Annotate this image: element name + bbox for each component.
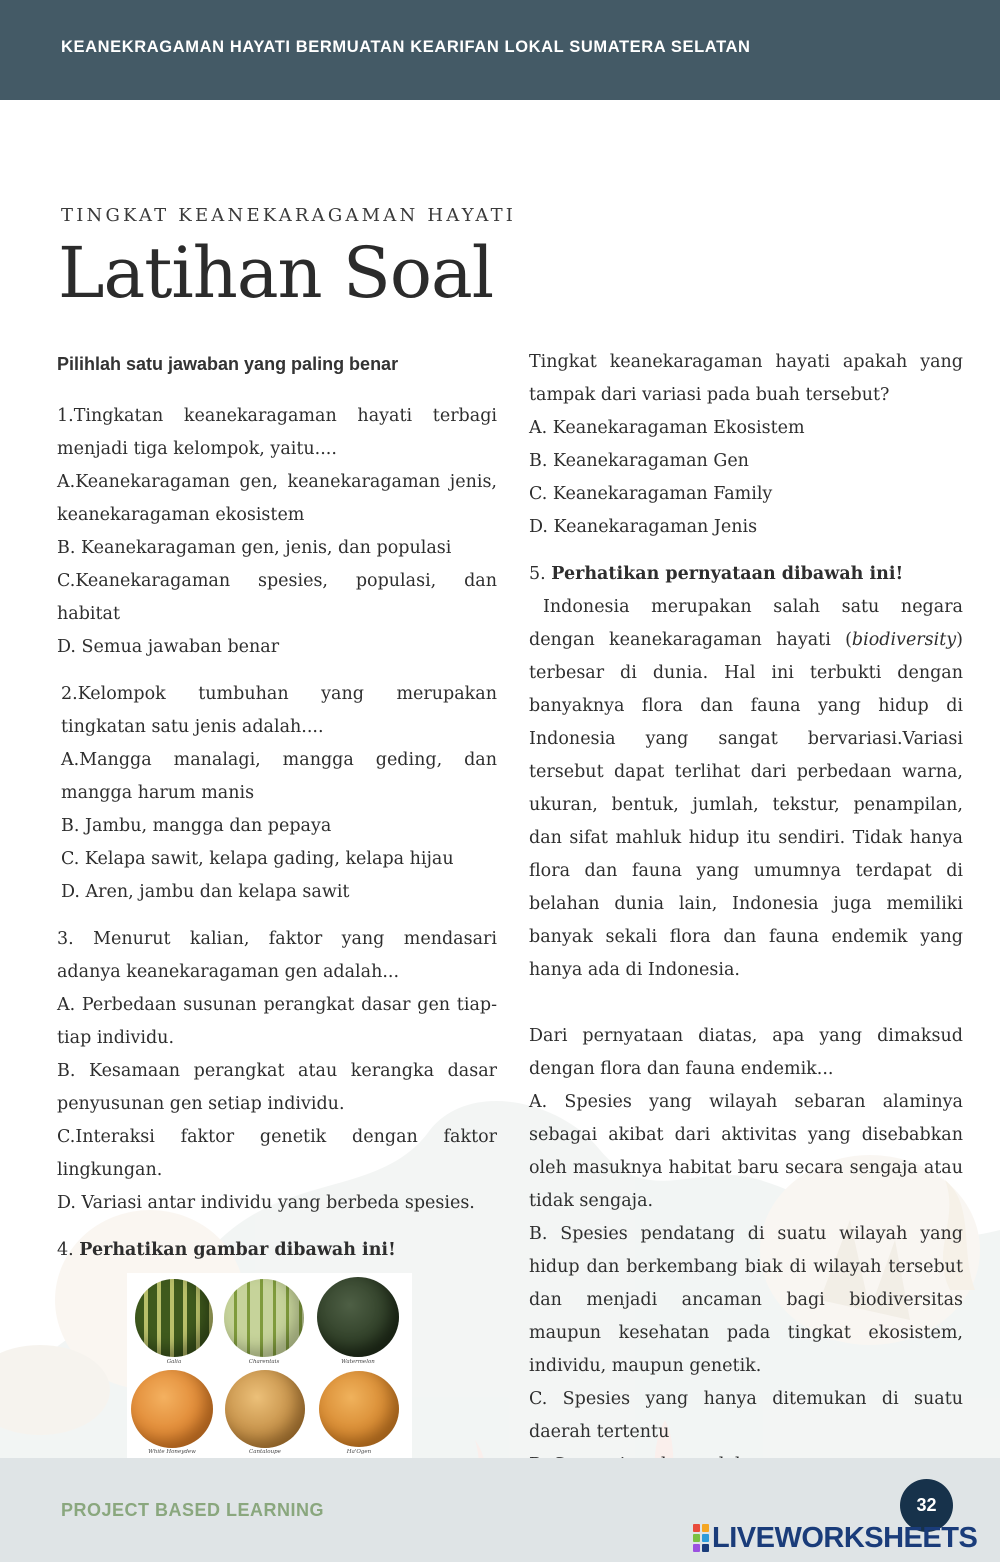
- question-1-option-d[interactable]: D. Semua jawaban benar: [57, 637, 280, 657]
- question-5-paragraph: [529, 591, 963, 987]
- instruction: Pilihlah satu jawaban yang paling benar: [57, 354, 399, 374]
- watermelon-label: Watermelon: [341, 1359, 375, 1365]
- galia-melon: [135, 1279, 213, 1357]
- question-5-option-c[interactable]: C. Spesies yang hanya ditemukan di suatu daerah tertentu: [529, 1389, 963, 1442]
- footer-label: PROJECT BASED LEARNING: [61, 1500, 325, 1520]
- galia-label: Galia: [166, 1359, 182, 1365]
- watermelon: [317, 1277, 399, 1357]
- question-3-option-c[interactable]: C.Interaksi faktor genetik dengan faktor lingkungan.: [57, 1127, 497, 1180]
- question-2-text: 2.Kelompok tumbuhan yang merupakan tingkatan satu jenis adalah....: [61, 684, 497, 737]
- question-5-heading: [529, 558, 963, 591]
- question-2-option-c[interactable]: C. Kelapa sawit, kelapa gading, kelapa hijau: [61, 849, 454, 869]
- question-4-prompt: Perhatikan gambar dibawah ini!: [79, 1240, 396, 1260]
- question-2-option-a[interactable]: A.Mangga manalagi, mangga geding, dan mangga harum manis: [61, 750, 497, 803]
- question-2: [57, 678, 497, 909]
- question-5-paragraph-start: Indonesia merupakan salah satu negara dengan keanekaragaman hayati (: [529, 597, 963, 650]
- question-3-option-a[interactable]: A. Perbedaan susunan perangkat dasar gen tiap-tiap individu.: [57, 995, 497, 1048]
- question-1-option-a[interactable]: A.Keanekaragaman gen, keanekaragaman jenis, keanekaragaman ekosistem: [57, 472, 497, 525]
- question-4-body: [529, 346, 963, 544]
- melon-variety-figure: [127, 1273, 412, 1458]
- liveworksheets-icon: [692, 1523, 710, 1553]
- question-1-text: 1.Tingkatan keanekaragaman hayati terbagi menjadi tiga kelompok, yaitu....: [57, 406, 497, 459]
- question-1-option-c[interactable]: C.Keanekaragaman spesies, populasi, dan habitat: [57, 571, 497, 624]
- page-number-badge: 32: [900, 1479, 953, 1532]
- liveworksheets-wordmark: LIVEWORKSHEETS: [712, 1521, 978, 1554]
- question-5-paragraph-end: ) terbesar di dunia. Hal ini terbukti dengan banyaknya flora dan fauna yang hidup di Indonesia yang sangat bervariasi.Variasi tersebut dapat terlihat dari perbedaan warna, ukuran, bentuk, jumlah, tekstur, penampilan, dan sifat mahluk hidup itu sendiri. Tidak hanya flora dan fauna yang umumnya terdapat di belahan dunia lain, Indonesia juga memiliki banyak sekali flora dan fauna endemik yang hanya ada di Indonesia.: [529, 630, 963, 980]
- question-5-prompt: Perhatikan pernyataan dibawah ini!: [551, 564, 904, 584]
- question-3: [57, 923, 497, 1220]
- haogen-melon: [319, 1371, 399, 1447]
- white-honeydew-melon: [131, 1370, 213, 1448]
- question-3-option-d[interactable]: D. Variasi antar individu yang berbeda spesies.: [57, 1193, 475, 1213]
- question-5-number: 5.: [529, 564, 546, 584]
- question-5-text: Dari pernyataan diatas, apa yang dimaksud dengan flora dan fauna endemik...: [529, 1026, 963, 1079]
- left-column: [57, 346, 497, 1458]
- biodiversity-term: biodiversity: [851, 630, 957, 650]
- charentais-label: Charentais: [248, 1359, 280, 1365]
- question-4-heading: [57, 1234, 497, 1267]
- white-honeydew-label: White Honeydew: [148, 1449, 196, 1455]
- question-3-option-b[interactable]: B. Kesamaan perangkat atau kerangka dasar penyusunan gen setiap individu.: [57, 1061, 497, 1114]
- right-column: [529, 346, 963, 1482]
- question-2-option-b[interactable]: B. Jambu, mangga dan pepaya: [61, 816, 332, 836]
- question-4-option-c[interactable]: C. Keanekaragaman Family: [529, 484, 773, 504]
- question-4-text: Tingkat keanekaragaman hayati apakah yang tampak dari variasi pada buah tersebut?: [529, 352, 963, 405]
- question-5: [529, 558, 963, 1482]
- cantaloupe-label: Cantaloupe: [249, 1449, 281, 1455]
- section-subtitle: TINGKAT KEANEKARAGAMAN HAYATI: [61, 205, 517, 226]
- cantaloupe-melon: [225, 1370, 305, 1448]
- question-3-text: 3. Menurut kalian, faktor yang mendasari adanya keanekaragaman gen adalah...: [57, 929, 497, 982]
- question-1-option-b[interactable]: B. Keanekaragaman gen, jenis, dan populasi: [57, 538, 452, 558]
- question-4-option-b[interactable]: B. Keanekaragaman Gen: [529, 451, 749, 471]
- question-1: [57, 400, 497, 664]
- liveworksheets-logo[interactable]: [692, 1521, 977, 1555]
- question-4-option-d[interactable]: D. Keanekaragaman Jenis: [529, 517, 758, 537]
- page-title: Latihan Soal: [58, 232, 494, 314]
- question-4-number: 4.: [57, 1240, 74, 1260]
- spacer: [529, 987, 963, 1020]
- charentais-melon: [224, 1279, 304, 1357]
- question-5-option-b[interactable]: B. Spesies pendatang di suatu wilayah yang hidup dan berkembang biak di wilayah tersebut dan menjadi ancaman bagi biodiversitas maupun kesehatan pada tingkat ekosistem, individu, maupun genetik.: [529, 1224, 963, 1376]
- haogen-label: Ha'Ogen: [346, 1449, 372, 1455]
- question-4-option-a[interactable]: A. Keanekaragaman Ekosistem: [529, 418, 805, 438]
- question-5-option-a[interactable]: A. Spesies yang wilayah sebaran alaminya sebagai akibat dari aktivitas yang disebabkan oleh masuknya habitat baru secara sengaja atau tidak sengaja.: [529, 1092, 963, 1211]
- header-title: KEANEKRAGAMAN HAYATI BERMUATAN KEARIFAN LOKAL SUMATERA SELATAN: [61, 38, 751, 56]
- question-2-option-d[interactable]: D. Aren, jambu dan kelapa sawit: [61, 882, 350, 902]
